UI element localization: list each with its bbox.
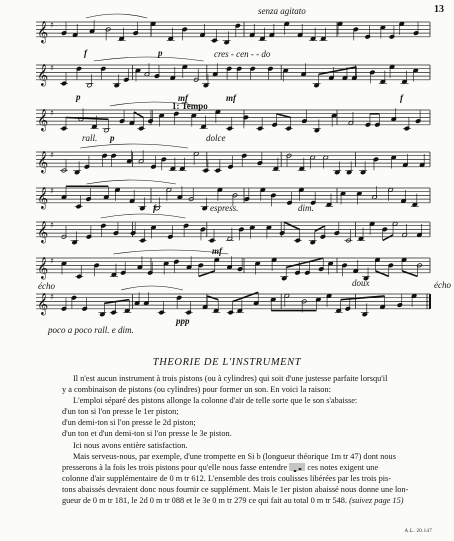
text-line: y a combinaison de pistons (ou cylindres) pour former un son. En voici la raison: <box>62 385 331 395</box>
text-segment: presserons à la fois les trois pistons pour qu'elle nous fasse entendre <box>62 462 288 472</box>
dynamic-forte: f <box>153 203 156 213</box>
beam <box>319 67 357 74</box>
key-signature: ♯ <box>50 108 54 118</box>
beam <box>233 292 259 301</box>
key-signature: ♯ <box>50 220 54 230</box>
slur <box>87 180 176 184</box>
dynamic-mezzo-forte: mf <box>212 246 222 256</box>
text-line: colonne d'air supplémentaire de 0 m tr 612. L'ensemble des trois coulisses libérées par les trois pis- <box>62 473 392 483</box>
treble-clef: 𝄞 <box>37 256 49 279</box>
key-signature: ♯ <box>50 256 54 266</box>
beam <box>383 235 393 241</box>
dynamic-piano: p <box>158 48 163 58</box>
expression-poco-a-poco-rall: poco a poco rall. e dim. <box>48 325 134 335</box>
treble-clef: 𝄞 <box>37 63 49 86</box>
expression-espressivo: espress. <box>210 203 239 213</box>
dynamic-mezzo-forte: mf <box>178 93 188 103</box>
beam <box>286 258 323 267</box>
text-line: tons abaissés devraient donc nous fournir ce supplément. Mais le 1er piston abaissé nous donne une lon- <box>62 484 409 494</box>
beam <box>375 271 388 277</box>
crescendo-marking: cres - cen - - do <box>214 49 271 59</box>
dynamic-forte: f <box>84 48 87 58</box>
text-line: d'un demi-ton si l'on presse le 2d piston; <box>62 418 196 428</box>
tempo-marking-senza-agitato: senza agitato <box>258 6 306 16</box>
key-signature: ♯ <box>50 186 54 196</box>
rallentando-marking: rall. <box>82 133 98 143</box>
footer-code: A.L. 20.147 <box>404 529 432 534</box>
treble-clef: 𝄞 <box>37 292 49 315</box>
text-line <box>62 495 430 506</box>
text-line: L'emploi séparé des pistons allonge la colonne d'air de telle sorte que le son s'abaisse: <box>73 396 358 406</box>
page-number: 13 <box>434 4 444 15</box>
body-text <box>62 373 430 506</box>
section-title: THEORIE DE L'INSTRUMENT <box>152 357 302 368</box>
text-line: d'un ton et d'un demi-ton si l'on presse le 3e piston. <box>62 429 232 439</box>
treble-clef: 𝄞 <box>37 186 49 209</box>
slur <box>86 14 147 18</box>
slur <box>101 214 186 218</box>
text-segment: ces notes exigent une <box>307 462 379 472</box>
treble-clef: 𝄞 <box>37 108 49 131</box>
key-signature: ♯ <box>50 20 54 30</box>
inline-music-example <box>289 463 305 472</box>
text-line: Mais serveus-nous, par exemple, d'une trompette en Si b (longueur théorique 1m tr 47) dont nous <box>73 451 396 461</box>
beam <box>315 226 325 232</box>
beam <box>277 114 291 118</box>
key-signature: ♯ <box>50 63 54 73</box>
dynamic-piano: p <box>110 133 115 143</box>
key-signature: ♯ <box>50 150 54 160</box>
treble-clef: 𝄞 <box>37 150 49 173</box>
expression-echo: écho <box>38 281 55 291</box>
dynamic-forte: f <box>400 93 403 103</box>
treble-clef: 𝄞 <box>37 220 49 243</box>
text-segment: gueur de 0 m tr 181, le 2d 0 m tr 088 et le 3e 0 m tr 279 ce qui fait au total 0 m tr 548. <box>62 496 348 506</box>
slur <box>80 144 188 148</box>
text-line: Ici nous avons entière satisfaction. <box>73 440 188 450</box>
dynamic-pianississimo: ppp <box>176 316 190 326</box>
expression-dolce: dolce <box>206 133 226 143</box>
expression-echo: écho <box>434 280 451 290</box>
continuation-note: (suivez page 15) <box>349 496 404 506</box>
text-line <box>62 462 430 473</box>
diminuendo-marking: dim. <box>298 203 314 213</box>
text-line: Il n'est aucun instrument à trois pistons (ou à cylindres) qui soit d'une justesse parfaite lorsqu'il <box>73 374 388 383</box>
beam <box>402 271 417 277</box>
beam <box>134 112 143 118</box>
slur <box>121 286 183 290</box>
beam <box>66 118 108 120</box>
dynamic-mezzo-forte: mf <box>226 93 236 103</box>
dynamic-piano: p <box>76 92 81 102</box>
text-line: d'un ton si l'on presse le 1er piston; <box>62 407 179 417</box>
tempo-marking: 1: Tempo <box>172 101 208 111</box>
key-signature: ♯ <box>50 292 54 302</box>
slur <box>94 57 204 61</box>
treble-clef: 𝄞 <box>37 20 49 43</box>
beam <box>199 271 215 277</box>
expression-doux: doux <box>352 278 370 288</box>
